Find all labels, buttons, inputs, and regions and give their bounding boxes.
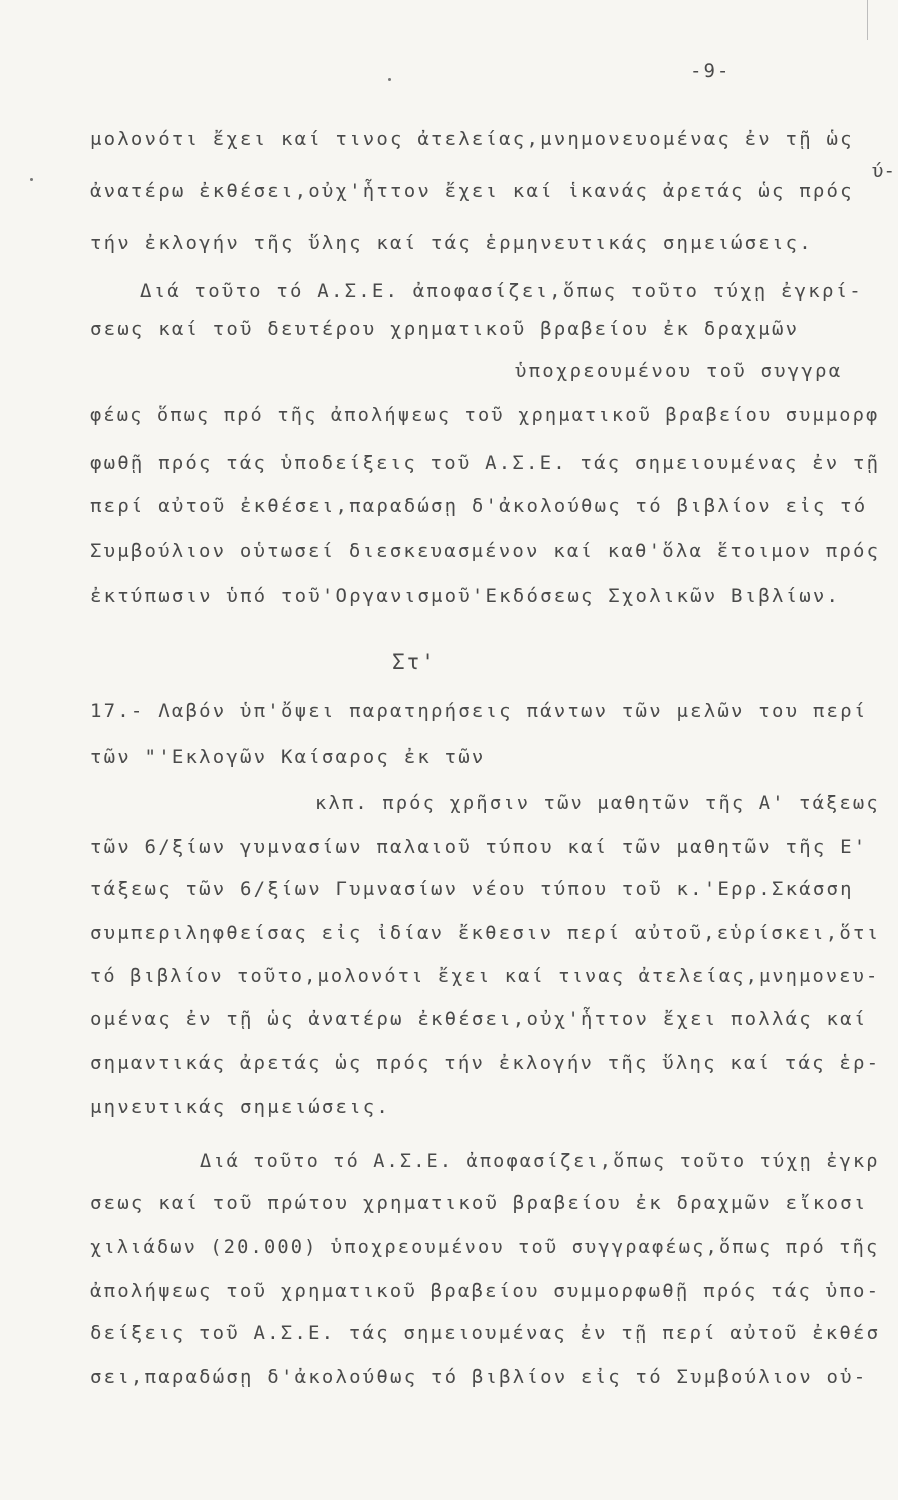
ink-dot xyxy=(30,178,33,181)
text-line: σει,παραδώσῃ δ'ἀκολούθως τό βιβλίον εἰς τό Συμβούλιον οὑ- xyxy=(90,1366,868,1388)
margin-note: ύ- xyxy=(872,160,895,182)
text-line: σημαντικάς ἀρετάς ὡς πρός τήν ἐκλογήν τῆς ὕλης καί τάς ἑρ- xyxy=(90,1052,881,1074)
text-line: περί αὐτοῦ ἐκθέσει,παραδώσῃ δ'ἀκολούθως τό βιβλίον εἰς τό xyxy=(90,495,868,517)
text-line: Διά τοῦτο τό Α.Σ.Ε. ἀποφασίζει,ὅπως τοῦτο τύχῃ ἐγκρ xyxy=(200,1150,880,1172)
text-line: τάξεως τῶν 6/ξίων Γυμνασίων νέου τύπου τοῦ κ.'Ερρ.Σκάσση xyxy=(90,878,854,900)
text-line: μηνευτικάς σημειώσεις. xyxy=(90,1096,391,1118)
text-line: φέως ὅπως πρό τῆς ἀπολήψεως τοῦ χρηματικοῦ βραβείου συμμορφ xyxy=(90,404,880,426)
text-line: ὑποχρεουμένου τοῦ συγγρα xyxy=(515,360,843,382)
text-line: σεως καί τοῦ δευτέρου χρηματικοῦ βραβείου ἐκ δραχμῶν xyxy=(90,318,800,340)
text-line: συμπεριληφθείσας εἰς ἰδίαν ἔκθεσιν περί αὐτοῦ,εὑρίσκει,ὅτι xyxy=(90,922,881,944)
text-line: Συμβούλιον οὑτωσεί διεσκευασμένον καί καθ'ὅλα ἕτοιμον πρός xyxy=(90,540,881,562)
text-line: τῶν 6/ξίων γυμνασίων παλαιοῦ τύπου καί τῶν μαθητῶν τῆς Ε' xyxy=(90,836,868,858)
text-line: χιλιάδων (20.000) ὑποχρεουμένου τοῦ συγγραφέως,ὅπως πρό τῆς xyxy=(90,1236,880,1258)
text-line: ἐκτύπωσιν ὑπό τοῦ'Οργανισμοῦ'Εκδόσεως Σχολικῶν Βιβλίων. xyxy=(90,585,841,607)
text-line: τήν ἐκλογήν τῆς ὕλης καί τάς ἑρμηνευτικάς σημειώσεις. xyxy=(90,232,813,254)
text-line: μολονότι ἔχει καί τινος ἀτελείας,μνημονευομένας ἐν τῇ ὡς xyxy=(90,128,854,150)
section-heading: Στ' xyxy=(392,650,436,674)
text-line: φωθῇ πρός τάς ὑποδείξεις τοῦ Α.Σ.Ε. τάς σημειουμένας ἐν τῇ xyxy=(90,452,881,474)
page-edge-line xyxy=(867,0,868,40)
ink-dot xyxy=(388,78,391,81)
text-line: ομένας ἐν τῇ ὡς ἀνατέρω ἐκθέσει,οὐχ'ἧττον ἔχει πολλάς καί xyxy=(90,1008,868,1030)
text-line: 17.- Λαβόν ὑπ'ὄψει παρατηρήσεις πάντων τῶν μελῶν του περί xyxy=(90,700,868,722)
text-line: Διά τοῦτο τό Α.Σ.Ε. ἀποφασίζει,ὅπως τοῦτο τύχῃ ἐγκρί- xyxy=(140,280,863,302)
text-line: τό βιβλίον τοῦτο,μολονότι ἔχει καί τινας ἀτελείας,μνημονευ- xyxy=(90,965,880,987)
text-line: κλπ. πρός χρῆσιν τῶν μαθητῶν τῆς Α' τάξεως xyxy=(315,792,880,814)
text-line: σεως καί τοῦ πρώτου χρηματικοῦ βραβείου ἐκ δραχμῶν εἴκοσι xyxy=(90,1192,868,1214)
text-line: ἀπολήψεως τοῦ χρηματικοῦ βραβείου συμμορφωθῇ πρός τάς ὑπο- xyxy=(90,1280,881,1302)
text-line: ἀνατέρω ἐκθέσει,οὐχ'ἧττον ἔχει καί ἱκανάς ἀρετάς ὡς πρός xyxy=(90,180,854,202)
page-number: -9- xyxy=(690,60,731,82)
text-line: τῶν "'Εκλογῶν Καίσαρος ἐκ τῶν xyxy=(90,746,486,768)
text-line: δείξεις τοῦ Α.Σ.Ε. τάς σημειουμένας ἐν τῇ περί αὐτοῦ ἐκθέσ xyxy=(90,1322,881,1344)
